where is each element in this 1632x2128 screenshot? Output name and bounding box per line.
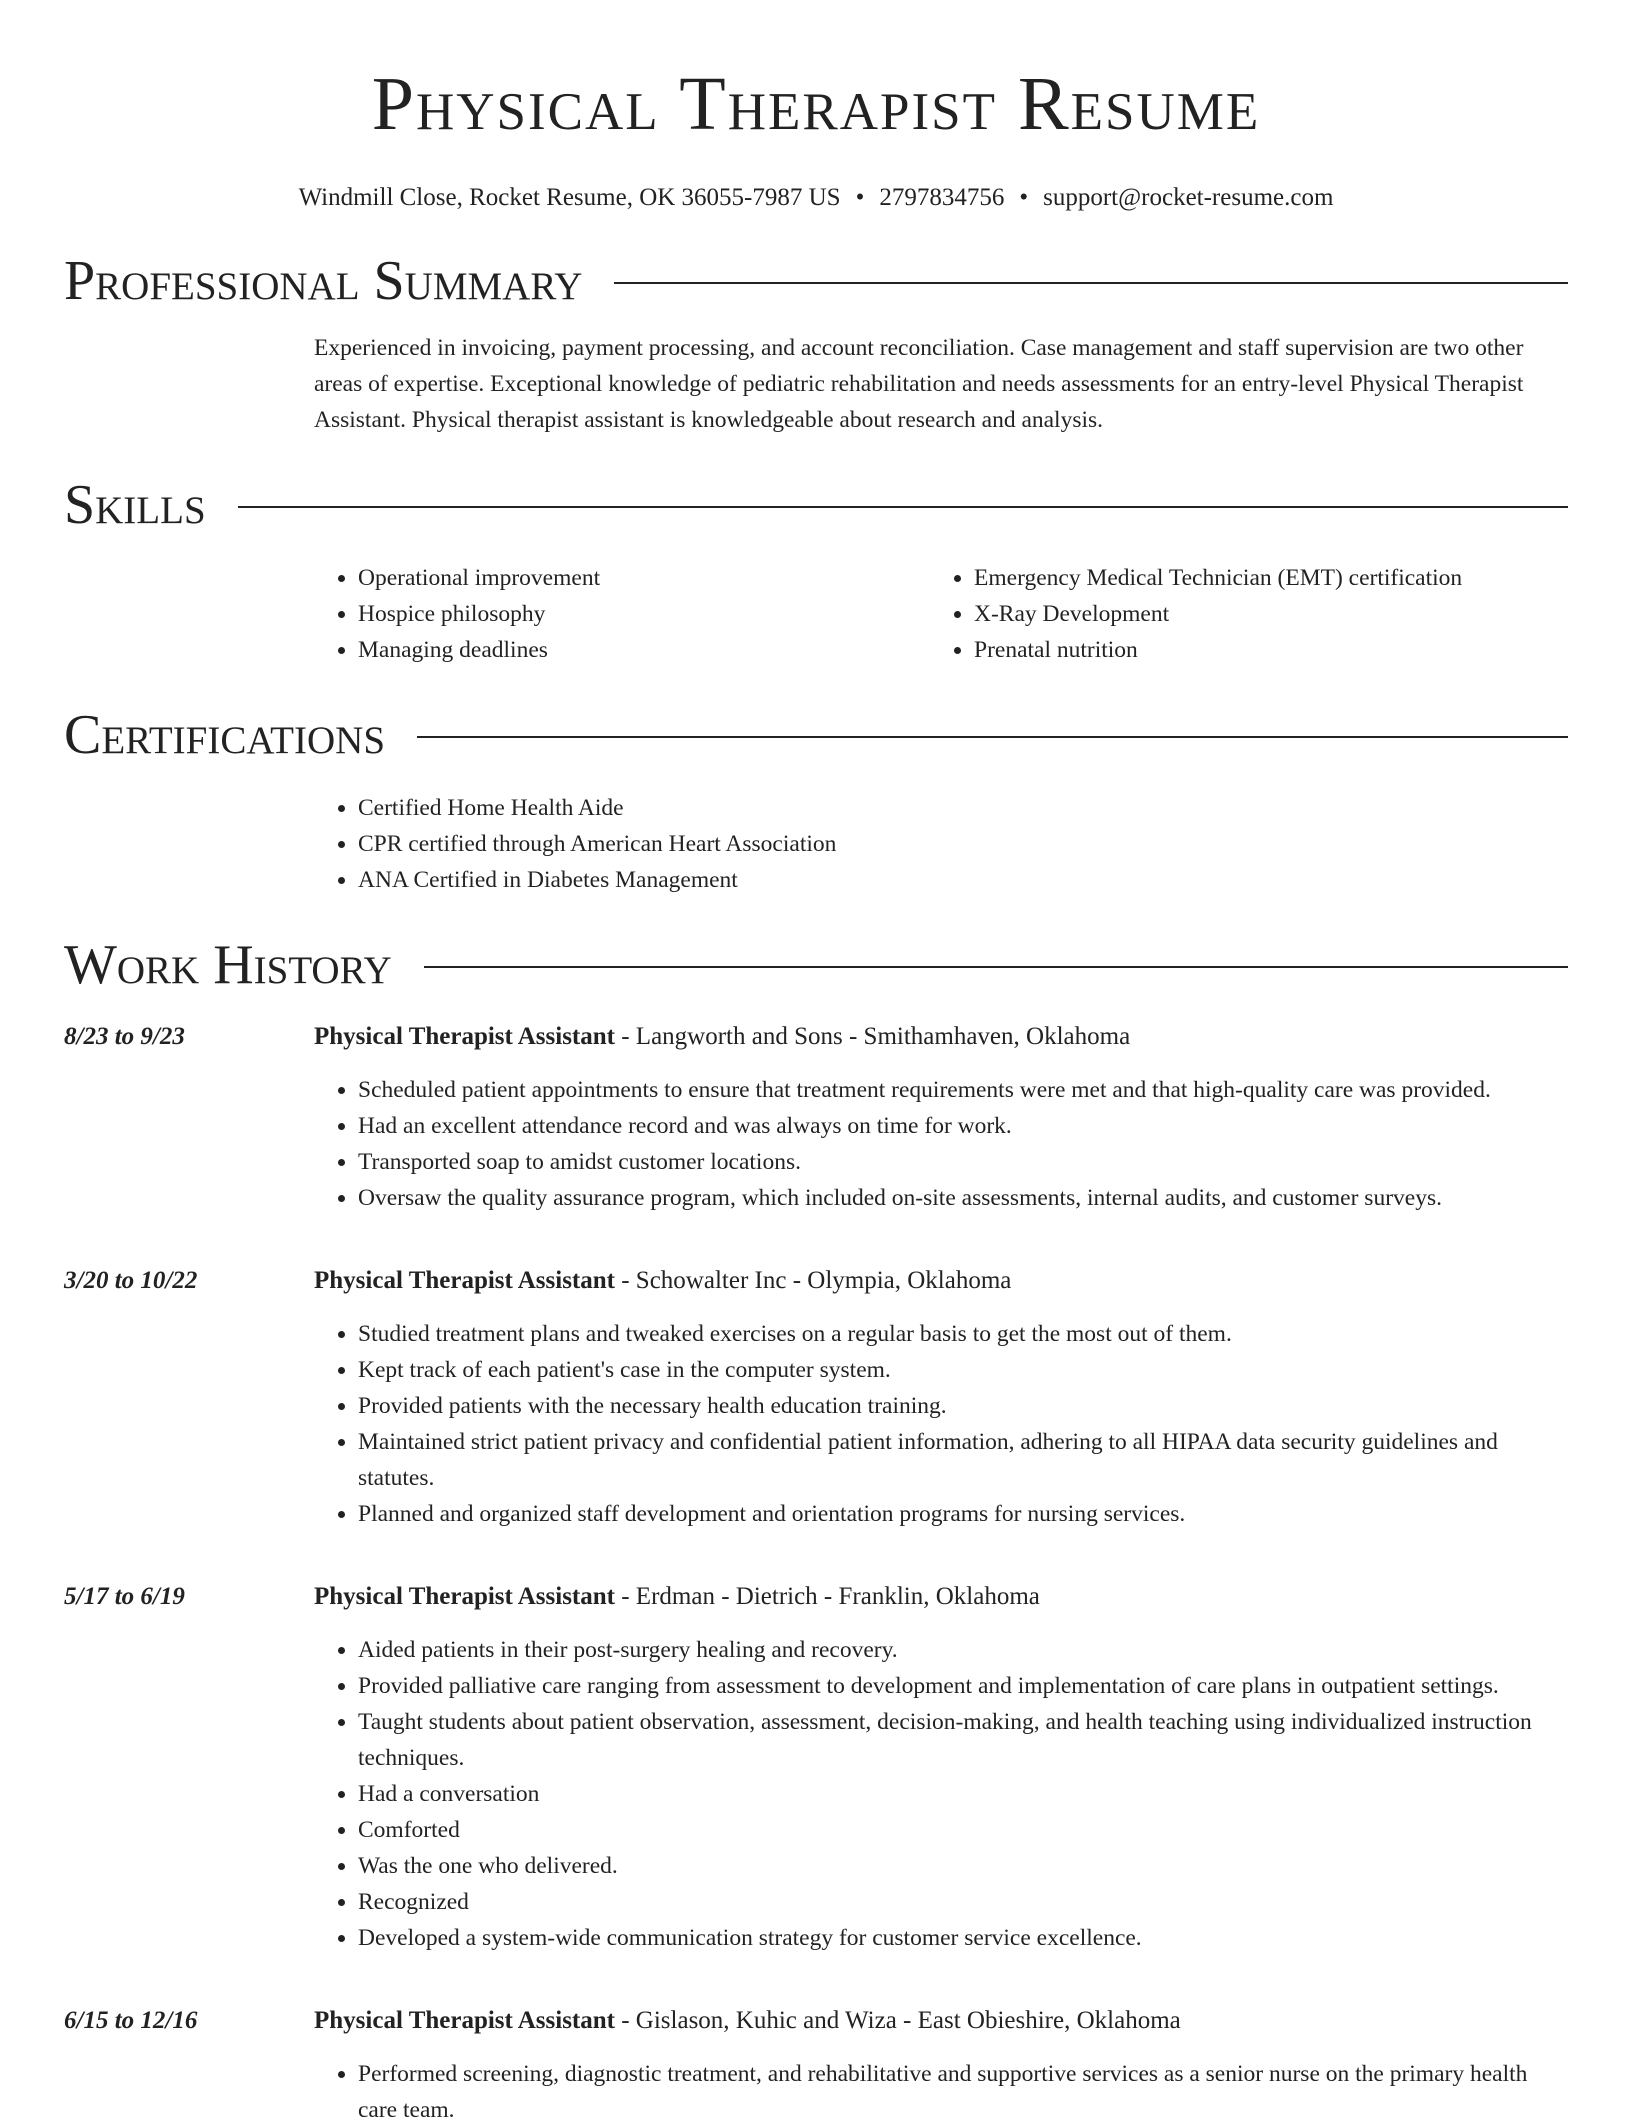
work-history-list [64,1020,1568,2128]
job-duties [314,1316,1568,1532]
section-title-summary: Professional Summary [64,250,583,312]
job-dates: 6/15 to 12/16 [64,2007,198,2034]
job-duty-item: • Performed screening, diagnostic treatment, and rehabilitative and supportive services as a senior nurse on the primary health care team. [358,2056,1568,2128]
job-duty-item: • Aided patients in their post-surgery healing and recovery. [358,1632,1568,1668]
job-content [314,1580,1568,1956]
job-employer: - Langworth and Sons - Smithamhaven, Oklahoma [614,1023,1131,1050]
skills-list [314,560,1568,668]
certification-item: • CPR certified through American Heart Association [358,826,1568,862]
skill-item: • X-Ray Development [974,596,1546,632]
job-content [314,1264,1568,1532]
job-entry [64,1264,1568,1532]
section-title-skills: Skills [64,474,206,536]
certification-item: • Certified Home Health Aide [358,790,1568,826]
skill-item: • Prenatal nutrition [974,632,1546,668]
skill-item: • Managing deadlines [358,632,930,668]
job-duty-item: • Kept track of each patient's case in the computer system. [358,1352,1568,1388]
job-duty-item: • Comforted [358,1812,1568,1848]
section-divider [424,966,1568,968]
section-title-certifications: Certifications [64,704,386,766]
page-title: Physical Therapist Resume [371,62,1261,146]
job-employer: - Schowalter Inc - Olympia, Oklahoma [614,1267,1012,1294]
job-role: Physical Therapist Assistant [314,1583,615,1610]
job-dates: 3/20 to 10/22 [64,1267,198,1294]
certifications-list [314,790,1568,898]
job-duty-item: • Maintained strict patient privacy and confidential patient information, adhering to all HIPAA data security guidelines and statutes. [358,1424,1568,1496]
job-heading [314,1264,1568,1298]
section-divider [614,282,1568,284]
job-duty-item: • Provided palliative care ranging from assessment to development and implementation of care plans in outpatient settings. [358,1668,1568,1704]
section-header-certifications [64,702,1568,768]
job-duty-item: • Planned and organized staff development and orientation programs for nursing services. [358,1496,1568,1532]
job-duties [314,2056,1568,2128]
contact-phone: 2797834756 [879,184,1005,211]
job-employer: - Gislason, Kuhic and Wiza - East Obieshire, Oklahoma [614,2007,1181,2034]
job-role: Physical Therapist Assistant [314,1267,615,1294]
certification-item: • ANA Certified in Diabetes Management [358,862,1568,898]
skill-item: • Operational improvement [358,560,930,596]
job-duty-item: • Had a conversation [358,1776,1568,1812]
job-duty-item: • Recognized [358,1884,1568,1920]
job-dates: 5/17 to 6/19 [64,1583,185,1610]
job-heading [314,1020,1568,1054]
job-employer: - Erdman - Dietrich - Franklin, Oklahoma [614,1583,1040,1610]
job-duty-item: • Developed a system-wide communication strategy for customer service excellence. [358,1920,1568,1956]
job-entry [64,2004,1568,2128]
job-duty-item: • Taught students about patient observation, assessment, decision-making, and health teaching using individualized instruction techniques. [358,1704,1568,1776]
job-dates: 8/23 to 9/23 [64,1023,185,1050]
section-divider [417,736,1568,738]
job-duties [314,1072,1568,1216]
job-duty-item: • Oversaw the quality assurance program, which included on-site assessments, internal audits, and customer surveys. [358,1180,1568,1216]
contact-address: Windmill Close, Rocket Resume, OK 36055-7987 US [298,184,841,211]
job-duty-item: • Provided patients with the necessary health education training. [358,1388,1568,1424]
section-header-summary [64,248,1568,314]
skills-column-left [314,560,930,668]
job-duty-item: • Scheduled patient appointments to ensure that treatment requirements were met and that high-quality care was provided. [358,1072,1568,1108]
job-duty-item: • Transported soap to amidst customer locations. [358,1144,1568,1180]
skill-item: • Hospice philosophy [358,596,930,632]
section-divider [238,506,1568,508]
job-entry [64,1020,1568,1216]
section-header-work-history [64,932,1568,998]
summary-text: Experienced in invoicing, payment processing, and account reconciliation. Case management and staff supervision are two other areas of expertise. Exceptional knowledge of pediatric rehabilitation and needs assessments for an entry-level Physical Therapist Assistant. Physical therapist assistant is knowledgeable about research and analysis. [314,335,1524,433]
section-header-skills [64,472,1568,538]
skill-item: • Emergency Medical Technician (EMT) certification [974,560,1546,596]
skills-column-right [930,560,1546,668]
job-content [314,2004,1568,2128]
job-role: Physical Therapist Assistant [314,2007,615,2034]
job-heading [314,2004,1568,2038]
contact-line [64,182,1568,214]
contact-separator: • [1019,184,1029,211]
job-duty-item: • Had an excellent attendance record and was always on time for work. [358,1108,1568,1144]
contact-email: support@rocket-resume.com [1043,184,1334,211]
job-content [314,1020,1568,1216]
job-heading [314,1580,1568,1614]
job-entry [64,1580,1568,1956]
job-duty-item: • Was the one who delivered. [358,1848,1568,1884]
contact-separator: • [855,184,865,211]
section-title-work-history: Work History [64,934,392,996]
job-duty-item: • Studied treatment plans and tweaked exercises on a regular basis to get the most out of them. [358,1316,1568,1352]
job-duties [314,1632,1568,1956]
job-role: Physical Therapist Assistant [314,1023,615,1050]
